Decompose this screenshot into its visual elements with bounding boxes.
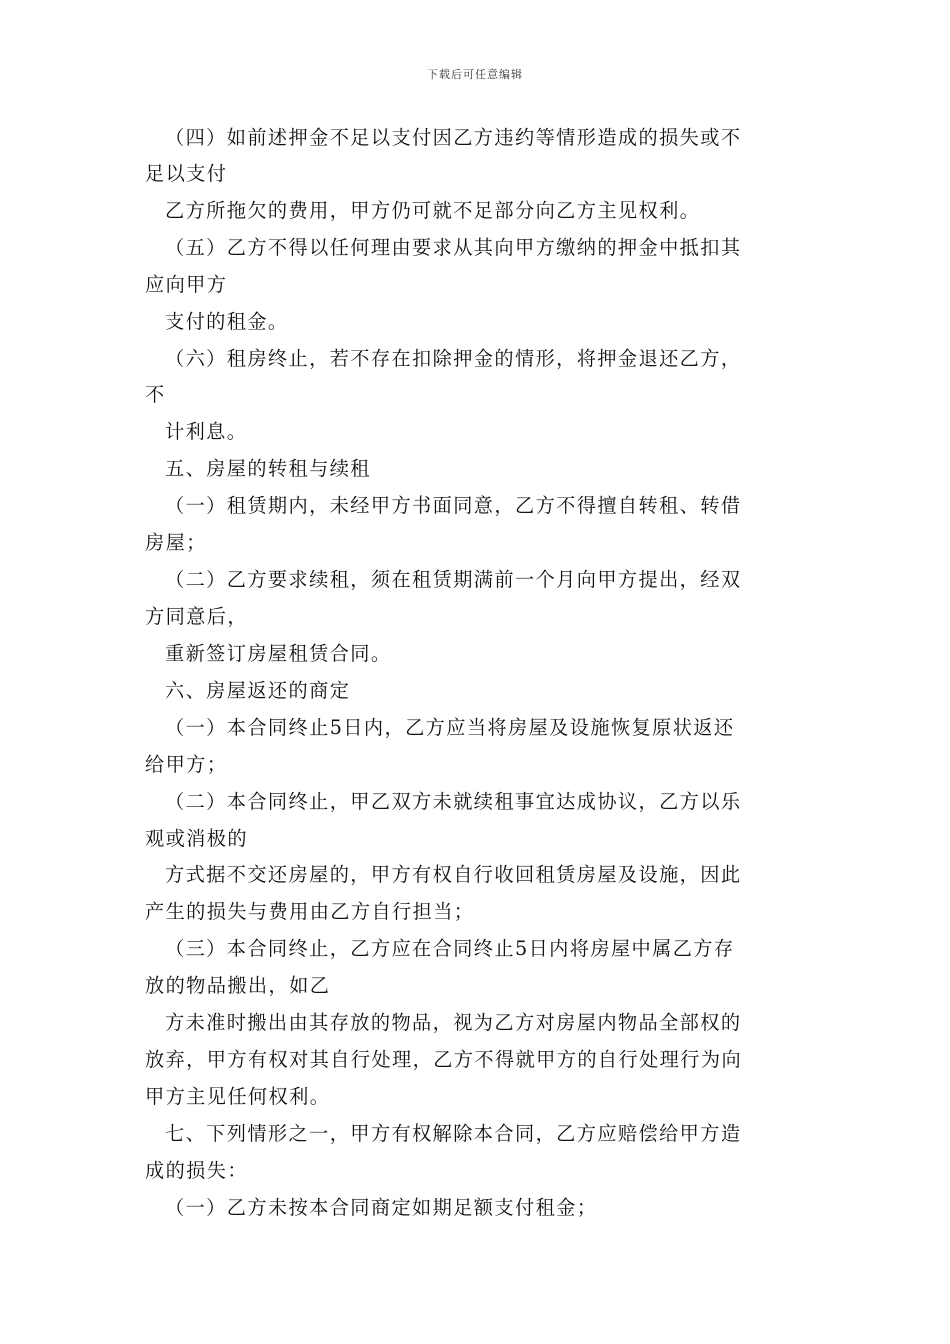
paragraph-line: 不 — [145, 383, 166, 406]
paragraph-line: 足以支付 — [145, 162, 228, 185]
paragraph-line: 计利息。 — [165, 420, 248, 443]
paragraph-line: （一）乙方未按本合同商定如期足额支付租金； — [165, 1196, 598, 1219]
paragraph-line: 观或消极的 — [145, 827, 248, 850]
section-heading: 六、房屋返还的商定 — [165, 679, 351, 702]
section-heading: 七、下列情形之一，甲方有权解除本合同，乙方应赔偿给甲方造 — [165, 1122, 742, 1145]
paragraph-line: 放弃，甲方有权对其自行处理，乙方不得就甲方的自行处理行为向 — [145, 1048, 743, 1071]
paragraph-line: （一）本合同终止5日内，乙方应当将房屋及设施恢复原状返还 — [165, 716, 735, 739]
paragraph-line: 成的损失： — [145, 1159, 248, 1182]
paragraph-line: 方同意后， — [145, 605, 248, 628]
paragraph-line: 给甲方； — [145, 753, 228, 776]
paragraph-line: 支付的租金。 — [165, 310, 289, 333]
paragraph-line: 甲方主见任何权利。 — [145, 1085, 331, 1108]
paragraph-line: （二）乙方要求续租，须在租赁期满前一个月向甲方提出，经双 — [165, 568, 742, 591]
page-header: 下载后可任意编辑 — [427, 68, 523, 81]
paragraph-line: （五）乙方不得以任何理由要求从其向甲方缴纳的押金中抵扣其 — [165, 236, 742, 259]
paragraph-line: （三）本合同终止，乙方应在合同终止5日内将房屋中属乙方存 — [165, 937, 735, 960]
paragraph-line: （四）如前述押金不足以支付因乙方违约等情形造成的损失或不 — [165, 126, 742, 149]
paragraph-line: 产生的损失与费用由乙方自行担当； — [145, 900, 475, 923]
paragraph-line: 乙方所拖欠的费用，甲方仍可就不足部分向乙方主见权利。 — [165, 199, 701, 222]
paragraph-line: （二）本合同终止，甲乙双方未就续租事宜达成协议，乙方以乐 — [165, 790, 742, 813]
paragraph-line: （一）租赁期内，未经甲方书面同意，乙方不得擅自转租、转借 — [165, 494, 742, 517]
paragraph-line: （六）租房终止，若不存在扣除押金的情形，将押金退还乙方， — [165, 347, 742, 370]
paragraph-line: 应向甲方 — [145, 273, 228, 296]
paragraph-line: 重新签订房屋租赁合同。 — [165, 642, 392, 665]
paragraph-line: 房屋； — [145, 531, 207, 554]
paragraph-line: 方未准时搬出由其存放的物品，视为乙方对房屋内物品全部权的 — [165, 1011, 742, 1034]
paragraph-line: 放的物品搬出，如乙 — [145, 974, 331, 997]
paragraph-line: 方式据不交还房屋的，甲方有权自行收回租赁房屋及设施，因此 — [165, 863, 742, 886]
section-heading: 五、房屋的转租与续租 — [165, 457, 371, 480]
